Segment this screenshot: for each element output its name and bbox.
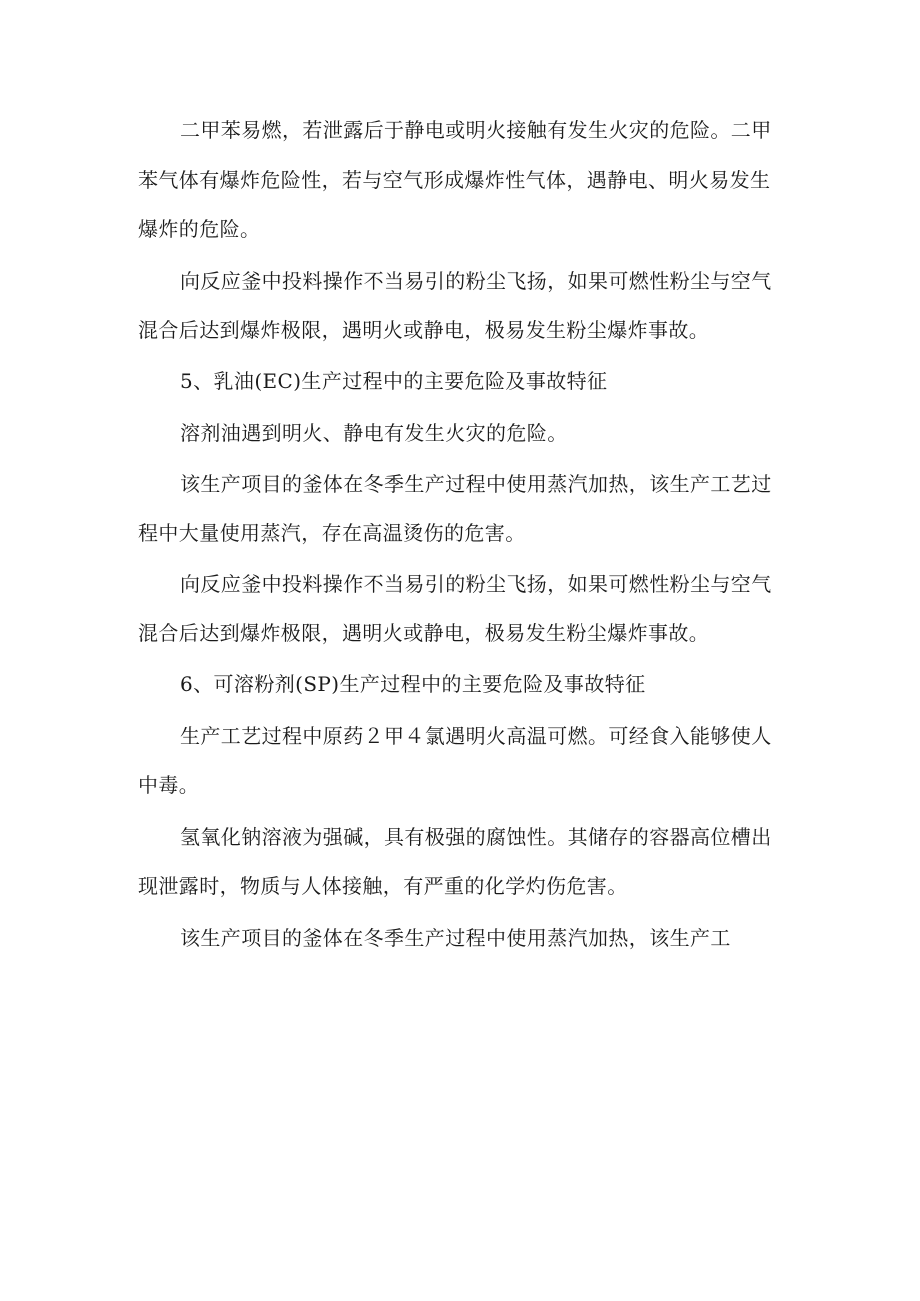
text-line-17: 该生产项目的釜体在冬季生产过程中使用蒸汽加热，该生产工	[180, 926, 731, 950]
text-line-2: 苯气体有爆炸危险性，若与空气形成爆炸性气体，遇静电、明火易发生	[138, 168, 771, 192]
section-heading-6: 6、可溶粉剂(SP)生产过程中的主要危险及事故特征	[180, 672, 646, 696]
text-line-10: 向反应釜中投料操作不当易引的粉尘飞扬，如果可燃性粉尘与空气	[180, 572, 772, 596]
section-heading-5: 5、乳油(EC)生产过程中的主要危险及事故特征	[180, 369, 608, 393]
text-line-4: 向反应釜中投料操作不当易引的粉尘飞扬，如果可燃性粉尘与空气	[180, 269, 772, 293]
text-line-1: 二甲苯易燃，若泄露后于静电或明火接触有发生火灾的危险。二甲	[180, 118, 772, 142]
text-line-9: 程中大量使用蒸汽，存在高温烫伤的危害。	[138, 521, 526, 545]
text-line-13: 生产工艺过程中原药２甲４氯遇明火高温可燃。可经食入能够使人	[180, 724, 772, 748]
text-line-8: 该生产项目的釜体在冬季生产过程中使用蒸汽加热，该生产工艺过	[180, 472, 772, 496]
text-line-3: 爆炸的危险。	[138, 217, 261, 241]
text-line-7: 溶剂油遇到明火、静电有发生火灾的危险。	[180, 421, 568, 445]
text-line-16: 现泄露时，物质与人体接触，有严重的化学灼伤危害。	[138, 874, 628, 898]
text-line-15: 氢氧化钠溶液为强碱，具有极强的腐蚀性。其储存的容器高位槽出	[180, 825, 772, 849]
text-line-14: 中毒。	[138, 773, 200, 797]
text-line-11: 混合后达到爆炸极限，遇明火或静电，极易发生粉尘爆炸事故。	[138, 621, 710, 645]
text-line-5: 混合后达到爆炸极限，遇明火或静电，极易发生粉尘爆炸事故。	[138, 318, 710, 342]
